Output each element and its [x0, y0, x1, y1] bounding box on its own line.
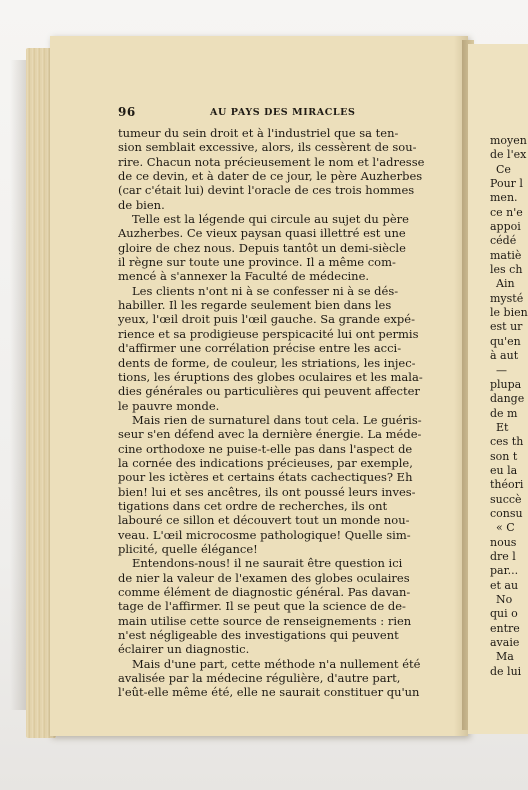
text-line: la cornée des indications précieuses, par exemple, [118, 455, 413, 470]
right-text-line: moyen [490, 134, 527, 147]
right-text-line: No [496, 593, 513, 606]
text-line: labouré ce sillon et découvert tout un monde nou- [118, 513, 410, 528]
text-line: éclairer un diagnostic. [118, 642, 250, 657]
page-number: 96 [118, 105, 136, 119]
right-text-line: Et [496, 420, 509, 434]
text-line: de ce devin, et à dater de ce jour, le père Auzherbes [118, 169, 423, 184]
left-page-body [118, 126, 436, 700]
text-line: sion semblait excessive, alors, ils cessèrent de sou- [118, 140, 417, 155]
right-text-line: qui o [490, 607, 518, 621]
text-line: n'est négligeable des investigations qui peuvent [118, 628, 399, 643]
text-line: dies générales ou particulières qui peuvent affecter [118, 384, 420, 399]
right-text-line: ce n'e [490, 205, 523, 219]
right-text-line: à aut [490, 349, 519, 363]
right-text-line: dange [490, 392, 525, 406]
right-text-line: eu la [490, 463, 518, 477]
right-text-line: dre l [490, 549, 516, 563]
text-line: rience et sa prodigieuse perspicacité lui ont permis [118, 326, 419, 341]
text-line: Les clients n'ont ni à se confesser ni à se dés- [132, 283, 399, 298]
text-line: il règne sur toute une province. Il a même com- [118, 255, 396, 270]
right-text-line: les ch [490, 263, 523, 277]
text-line: main utilise cette source de renseignements : rien [118, 613, 412, 628]
right-page-body [490, 134, 528, 679]
right-text-line: Ain [496, 277, 515, 291]
right-text-line: cédé [490, 234, 517, 248]
right-text-line: par... [490, 564, 519, 578]
right-text-line: appoi [490, 220, 521, 234]
right-text-line: avaie [490, 636, 520, 650]
right-text-line: le bien [490, 306, 528, 320]
right-text-line: qu'en [490, 334, 521, 348]
text-line: tage de l'affirmer. Il se peut que la science de de- [118, 599, 406, 614]
right-text-line: succè [490, 492, 522, 506]
right-text-line: ces th [490, 435, 524, 449]
right-text-line: men. [490, 191, 518, 205]
text-line: avalisée par la médecine régulière, d'autre part, [118, 671, 401, 686]
text-line: comme élément de diagnostic général. Pas davan- [118, 585, 411, 599]
text-line: plicité, quelle élégance! [118, 541, 258, 556]
right-text-line: de lui [490, 664, 522, 678]
text-line: yeux, l'œil droit puis l'œil gauche. Sa grande expé- [118, 312, 415, 327]
right-text-line: Pour l [490, 177, 523, 191]
text-line: Auzherbes. Ce vieux paysan quasi illettré est une [118, 226, 406, 241]
right-text-line: de l'ex [490, 148, 527, 162]
text-line: tumeur du sein droit et à l'industriel que sa ten- [118, 126, 399, 140]
text-line: cine orthodoxe ne puise-t-elle pas dans l'aspect de [118, 441, 413, 456]
right-text-line: est ur [490, 320, 523, 334]
text-line: de nier la valeur de l'examen des globes oculaires [118, 570, 410, 585]
text-line: bien! lui et ses ancêtres, ils ont poussé leurs inves- [118, 484, 416, 499]
text-line: veau. L'œil microcosme pathologique! Quelle sim- [118, 527, 411, 542]
right-text-line: entre [490, 621, 520, 635]
text-line: Mais d'une part, cette méthode n'a nullement été [132, 656, 421, 671]
text-line: (car c'était lui) devint l'oracle de ces trois hommes [118, 183, 415, 198]
right-text-line: plupa [490, 377, 522, 391]
right-text-line: Ce [496, 162, 511, 176]
right-text-line: de m [490, 406, 518, 420]
text-line: tions, les éruptions des globes oculaires et les mala- [118, 369, 423, 384]
text-line: Mais rien de surnaturel dans tout cela. Le guéris- [132, 412, 422, 427]
right-text-line: nous [490, 535, 517, 549]
text-line: dents de forme, de couleur, les striations, les injec- [118, 355, 416, 370]
text-line: de bien. [118, 197, 165, 212]
right-text-line: « C [496, 521, 515, 535]
right-text-line: consu [490, 506, 523, 520]
right-text-line: théori [490, 478, 524, 492]
text-line: pour les ictères et certains états cachectiques? Eh [118, 470, 413, 485]
text-line: gloire de chez nous. Depuis tantôt un demi-siècle [118, 240, 406, 255]
text-line: l'eût-elle même été, elle ne saurait constituer qu'un [118, 685, 420, 700]
right-text-line: et au [490, 578, 519, 592]
page-header [118, 107, 458, 121]
text-line: tigations dans cet ordre de recherches, ils ont [118, 498, 388, 513]
text-line: Telle est la légende qui circule au sujet du père [132, 212, 409, 227]
text-line: le pauvre monde. [118, 398, 220, 413]
text-line: Entendons-nous! il ne saurait être question ici [132, 556, 403, 571]
text-line: habiller. Il les regarde seulement bien dans les [118, 298, 392, 313]
text-line: rire. Chacun nota précieusement le nom et l'adresse [118, 154, 425, 169]
right-text-line: — [496, 363, 507, 377]
text-line: d'affirmer une corrélation précise entre les acci- [118, 341, 402, 356]
running-head: AU PAYS DES MIRACLES [210, 107, 356, 118]
text-line: seur s'en défend avec la dernière énergie. La méde- [118, 427, 422, 442]
right-text-line: matiè [490, 248, 522, 262]
right-text-line: son t [490, 449, 518, 463]
right-text-line: Ma [496, 650, 514, 664]
right-text-line: mysté [490, 291, 524, 305]
text-line: mencé à s'annexer la Faculté de médecine. [118, 269, 370, 284]
